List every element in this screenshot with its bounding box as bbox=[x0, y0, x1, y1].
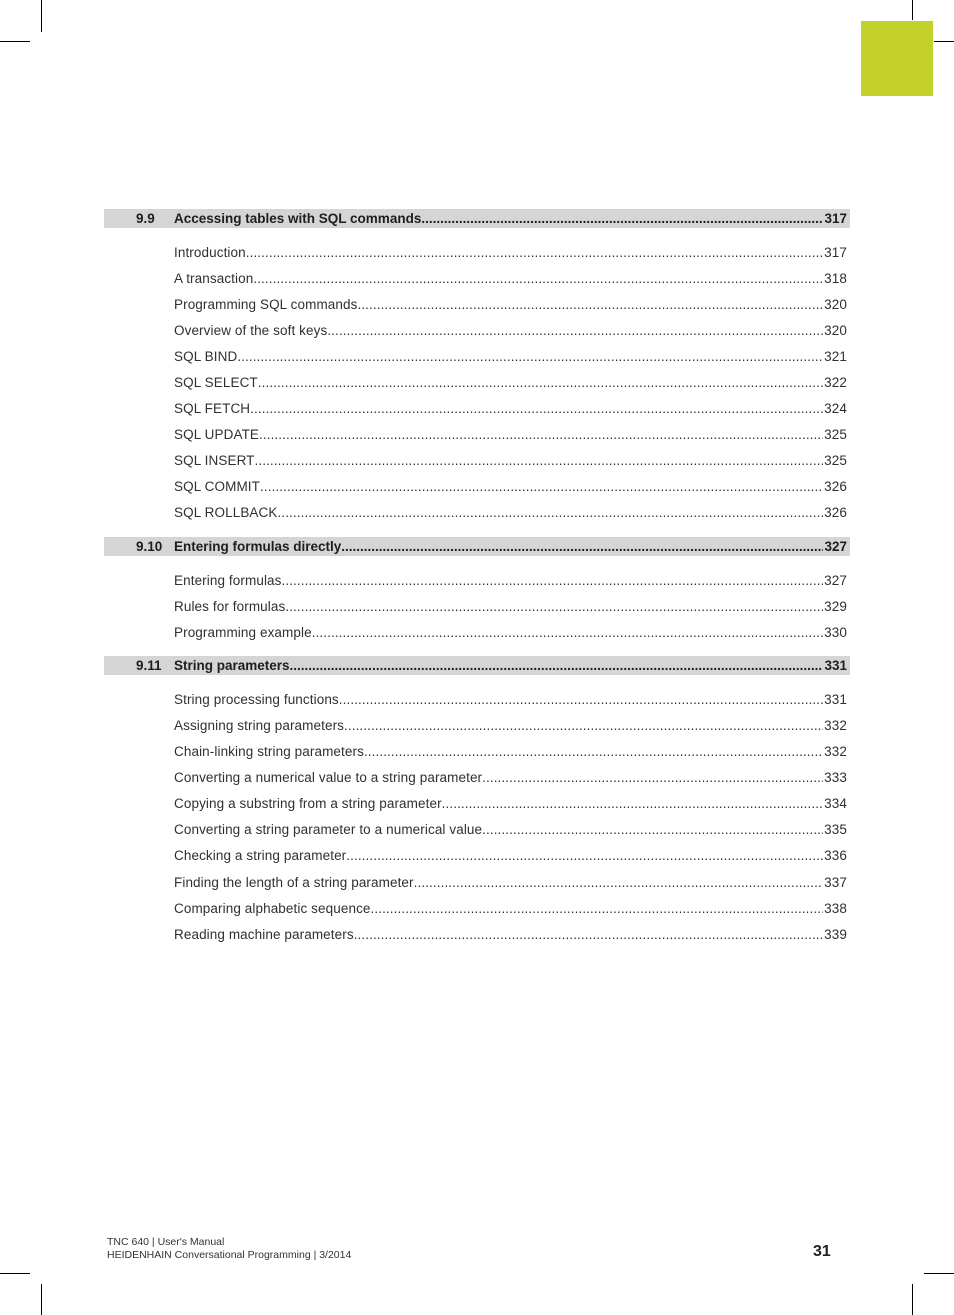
toc-entry[interactable] bbox=[174, 369, 850, 395]
entry-title: String processing functions bbox=[174, 691, 339, 707]
section-heading[interactable] bbox=[104, 656, 850, 675]
crop-mark bbox=[912, 1284, 913, 1315]
entry-title: Comparing alphabetic sequence bbox=[174, 900, 371, 916]
toc-entry[interactable] bbox=[174, 422, 850, 448]
section-heading[interactable] bbox=[104, 537, 850, 556]
dot-leader bbox=[312, 625, 823, 640]
section-page: 327 bbox=[824, 539, 847, 555]
entry-page: 320 bbox=[824, 322, 847, 338]
footer-manual-subtitle: HEIDENHAIN Conversational Programming | 3/2014 bbox=[107, 1249, 352, 1261]
entry-page: 326 bbox=[824, 479, 847, 495]
dot-leader bbox=[259, 427, 823, 442]
section-entries bbox=[104, 567, 850, 645]
toc-entry[interactable] bbox=[174, 817, 850, 843]
dot-leader bbox=[442, 796, 824, 811]
dot-leader bbox=[255, 453, 824, 468]
dot-leader bbox=[482, 822, 823, 837]
crop-mark bbox=[41, 0, 42, 32]
toc-entry[interactable] bbox=[174, 843, 850, 869]
entry-title: SQL ROLLBACK bbox=[174, 505, 278, 521]
dot-leader bbox=[282, 573, 824, 588]
entry-page: 337 bbox=[824, 874, 847, 890]
section-heading[interactable] bbox=[104, 209, 850, 228]
entry-title: Converting a string parameter to a numerical value bbox=[174, 822, 483, 838]
dot-leader bbox=[253, 271, 823, 286]
entry-title: Checking a string parameter bbox=[174, 848, 347, 864]
entry-title: SQL FETCH bbox=[174, 401, 251, 417]
toc-section bbox=[104, 209, 850, 526]
section-title: String parameters bbox=[174, 658, 290, 674]
toc-entry[interactable] bbox=[174, 474, 850, 500]
entry-page: 332 bbox=[824, 744, 847, 760]
entry-page: 321 bbox=[824, 348, 847, 364]
section-number: 9.10 bbox=[136, 539, 163, 555]
toc-entry[interactable] bbox=[174, 791, 850, 817]
entry-title: Converting a numerical value to a string parameter bbox=[174, 770, 483, 786]
entry-page: 333 bbox=[824, 770, 847, 786]
entry-page: 332 bbox=[824, 717, 847, 733]
section-title: Accessing tables with SQL commands bbox=[174, 211, 422, 226]
entry-page: 331 bbox=[824, 691, 847, 707]
toc-entry[interactable] bbox=[174, 343, 850, 369]
entry-page: 338 bbox=[824, 900, 847, 916]
section-page: 331 bbox=[824, 658, 847, 674]
entry-page: 326 bbox=[824, 505, 847, 521]
dot-leader bbox=[260, 479, 823, 494]
dot-leader bbox=[482, 770, 823, 785]
entry-page: 320 bbox=[824, 296, 847, 312]
toc-entry[interactable] bbox=[174, 291, 850, 317]
dot-leader bbox=[246, 245, 823, 260]
toc-entry[interactable] bbox=[174, 686, 850, 712]
entry-page: 334 bbox=[824, 796, 847, 812]
dot-leader bbox=[341, 539, 823, 554]
dot-leader bbox=[285, 599, 823, 614]
toc-entry[interactable] bbox=[174, 895, 850, 921]
toc-entry[interactable] bbox=[174, 500, 850, 526]
section-entries bbox=[104, 239, 850, 526]
dot-leader bbox=[414, 875, 824, 890]
toc-entry[interactable] bbox=[174, 448, 850, 474]
dot-leader bbox=[339, 692, 823, 707]
crop-mark bbox=[0, 1273, 30, 1274]
entry-page: 322 bbox=[824, 375, 847, 391]
entry-title: Overview of the soft keys bbox=[174, 322, 328, 338]
entry-title: Programming SQL commands bbox=[174, 296, 358, 312]
entry-page: 317 bbox=[824, 244, 847, 260]
dot-leader bbox=[357, 297, 823, 312]
chapter-accent-tab bbox=[861, 21, 933, 96]
entry-title: SQL UPDATE bbox=[174, 427, 260, 443]
toc-section bbox=[104, 537, 850, 645]
entry-page: 324 bbox=[824, 401, 847, 417]
section-number: 9.11 bbox=[136, 658, 162, 674]
dot-leader bbox=[346, 848, 823, 863]
footer bbox=[107, 1236, 351, 1262]
toc-entry[interactable] bbox=[174, 567, 850, 593]
toc-entry[interactable] bbox=[174, 739, 850, 765]
section-title: Entering formulas directly bbox=[174, 539, 342, 555]
crop-mark bbox=[934, 41, 954, 42]
entry-page: 336 bbox=[824, 848, 847, 864]
toc-entry[interactable] bbox=[174, 317, 850, 343]
entry-page: 329 bbox=[824, 598, 847, 614]
entry-title: SQL COMMIT bbox=[174, 479, 261, 495]
entry-page: 335 bbox=[824, 822, 847, 838]
entry-title: A transaction bbox=[174, 270, 254, 286]
dot-leader bbox=[258, 375, 823, 390]
section-page: 317 bbox=[824, 211, 847, 226]
page-number: 31 bbox=[813, 1243, 831, 1260]
crop-mark bbox=[912, 0, 913, 20]
entry-title: Reading machine parameters bbox=[174, 926, 354, 942]
section-number: 9.9 bbox=[136, 211, 155, 226]
entry-page: 325 bbox=[824, 427, 847, 443]
toc-entry[interactable] bbox=[174, 921, 850, 947]
dot-leader bbox=[250, 401, 823, 416]
dot-leader bbox=[278, 505, 824, 520]
entry-title: Rules for formulas bbox=[174, 598, 286, 614]
toc-entry[interactable] bbox=[174, 869, 850, 895]
table-of-contents bbox=[104, 209, 850, 958]
entry-page: 339 bbox=[824, 926, 847, 942]
entry-title: Entering formulas bbox=[174, 572, 282, 588]
entry-title: SQL INSERT bbox=[174, 453, 255, 469]
entry-title: Copying a substring from a string parameter bbox=[174, 796, 442, 812]
dot-leader bbox=[344, 718, 823, 733]
entry-title: Assigning string parameters bbox=[174, 717, 345, 733]
entry-title: Chain-linking string parameters bbox=[174, 744, 364, 760]
entry-page: 330 bbox=[824, 624, 847, 640]
dot-leader bbox=[371, 901, 824, 916]
toc-entry[interactable] bbox=[174, 265, 850, 291]
toc-entry[interactable] bbox=[174, 593, 850, 619]
dot-leader bbox=[327, 323, 823, 338]
toc-entry[interactable] bbox=[174, 619, 850, 645]
toc-entry[interactable] bbox=[174, 396, 850, 422]
toc-entry[interactable] bbox=[174, 239, 850, 265]
toc-section bbox=[104, 656, 850, 947]
toc-entry[interactable] bbox=[174, 765, 850, 791]
crop-mark bbox=[0, 41, 30, 42]
entry-page: 325 bbox=[824, 453, 847, 469]
dot-leader bbox=[237, 349, 823, 364]
dot-leader bbox=[421, 211, 823, 226]
dot-leader bbox=[354, 927, 823, 942]
entry-title: Programming example bbox=[174, 624, 312, 640]
crop-mark bbox=[924, 1273, 954, 1274]
dot-leader bbox=[364, 744, 823, 759]
entry-page: 327 bbox=[824, 572, 847, 588]
crop-mark bbox=[41, 1284, 42, 1315]
dot-leader bbox=[290, 658, 824, 673]
entry-page: 318 bbox=[824, 270, 847, 286]
toc-entry[interactable] bbox=[174, 712, 850, 738]
entry-title: Finding the length of a string parameter bbox=[174, 874, 414, 890]
entry-title: Introduction bbox=[174, 244, 246, 260]
section-entries bbox=[104, 686, 850, 947]
footer-manual-title: TNC 640 | User's Manual bbox=[107, 1236, 225, 1248]
entry-title: SQL BIND bbox=[174, 348, 238, 364]
entry-title: SQL SELECT bbox=[174, 375, 258, 391]
